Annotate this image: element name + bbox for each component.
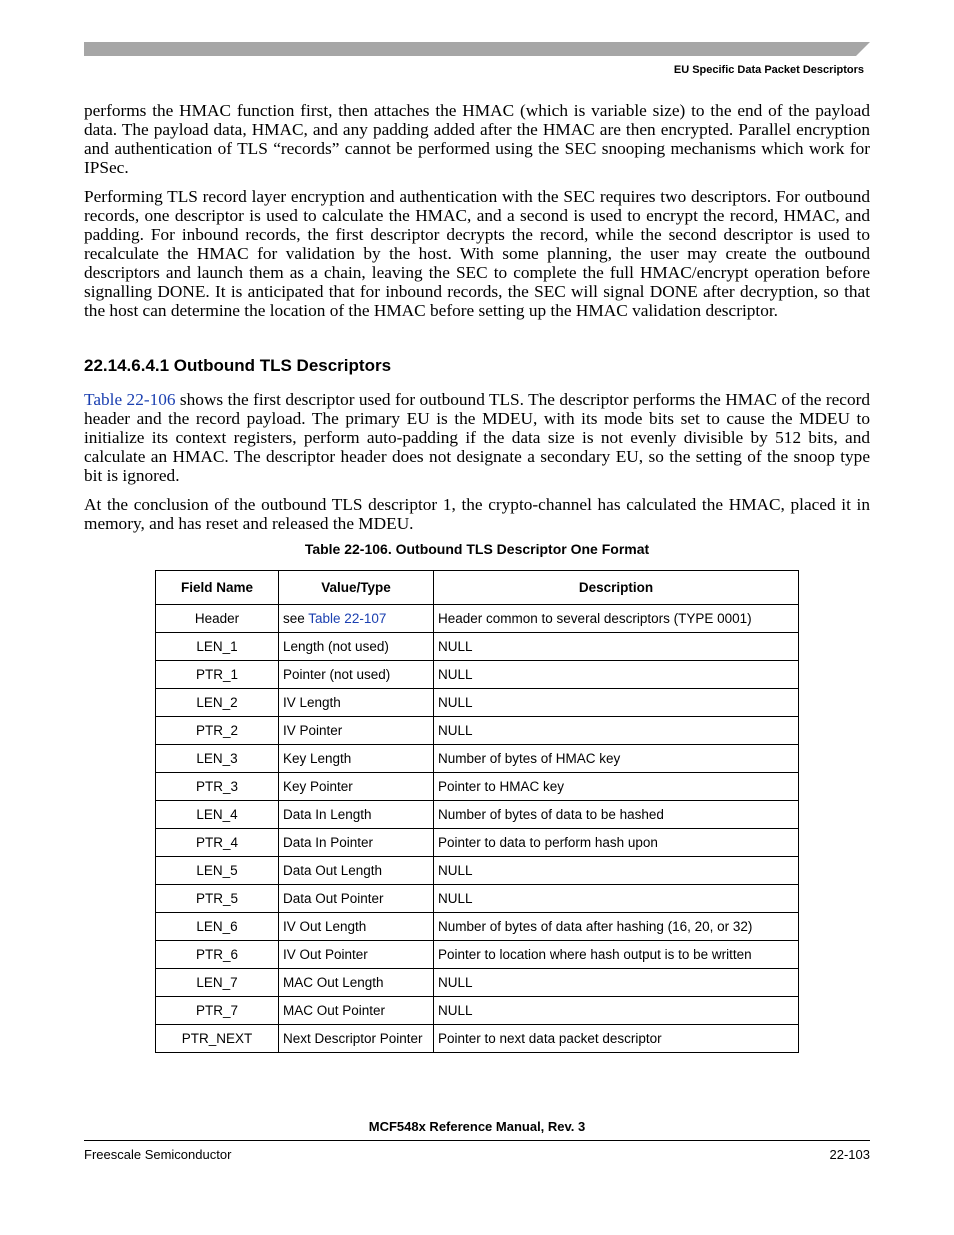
cell-description: Pointer to HMAC key — [434, 773, 799, 801]
footer-page-number: 22-103 — [829, 1147, 870, 1162]
table-caption: Table 22-106. Outbound TLS Descriptor One Format — [304, 541, 650, 557]
table-22-106-link[interactable]: Table 22-106 — [84, 390, 176, 409]
table-row — [156, 857, 799, 885]
cell-description: NULL — [434, 857, 799, 885]
table-row — [156, 1025, 799, 1053]
paragraph-hmac-intro: performs the HMAC function first, then attaches the HMAC (which is variable size) to the end of the payload data. The payload data, HMAC, and any padding added after the HMAC are then encrypted. Parallel encryption and authentication of TLS “records” cannot be performed using the SEC snooping mechanisms which work for IPSec. — [84, 101, 870, 177]
cell-value: IV Out Length — [279, 913, 434, 941]
cell-field: LEN_1 — [156, 633, 279, 661]
table-row — [156, 633, 799, 661]
table-row-header — [156, 605, 799, 633]
cell-field: PTR_NEXT — [156, 1025, 279, 1053]
table-row — [156, 941, 799, 969]
cell-description: NULL — [434, 969, 799, 997]
table-row — [156, 969, 799, 997]
table-row — [156, 745, 799, 773]
descriptor-table — [155, 570, 799, 1053]
cell-field: PTR_1 — [156, 661, 279, 689]
cell-value: Pointer (not used) — [279, 661, 434, 689]
cell-value — [279, 605, 434, 633]
cell-description: Number of bytes of data after hashing (16, 20, or 32) — [434, 913, 799, 941]
cell-value-prefix: see — [283, 611, 309, 626]
table-row — [156, 717, 799, 745]
cell-field: LEN_2 — [156, 689, 279, 717]
footer-manual-title: MCF548x Reference Manual, Rev. 3 — [368, 1119, 586, 1134]
cell-description: Pointer to location where hash output is to be written — [434, 941, 799, 969]
cell-description: NULL — [434, 717, 799, 745]
table-row — [156, 773, 799, 801]
cell-value: Data Out Pointer — [279, 885, 434, 913]
cell-value: IV Pointer — [279, 717, 434, 745]
table-row — [156, 689, 799, 717]
table-row — [156, 913, 799, 941]
cell-field: PTR_7 — [156, 997, 279, 1025]
footer-rule — [84, 1140, 870, 1141]
paragraph-conclusion: At the conclusion of the outbound TLS descriptor 1, the crypto-channel has calculated the HMAC, placed it in memory, and has reset and released the MDEU. — [84, 495, 870, 533]
cell-field: PTR_4 — [156, 829, 279, 857]
cell-description: NULL — [434, 997, 799, 1025]
footer-company: Freescale Semiconductor — [84, 1147, 232, 1162]
cell-value: Length (not used) — [279, 633, 434, 661]
cell-description: Pointer to data to perform hash upon — [434, 829, 799, 857]
cell-value: Data In Pointer — [279, 829, 434, 857]
cell-value: Data In Length — [279, 801, 434, 829]
cell-value: IV Out Pointer — [279, 941, 434, 969]
header-bar — [84, 42, 870, 56]
paragraph-outbound-descriptor — [84, 390, 870, 485]
cell-value: MAC Out Pointer — [279, 997, 434, 1025]
cell-field: Header — [156, 605, 279, 633]
cell-description: Header common to several descriptors (TYPE 0001) — [434, 605, 799, 633]
cell-description: Pointer to next data packet descriptor — [434, 1025, 799, 1053]
table-row — [156, 801, 799, 829]
cell-field: LEN_4 — [156, 801, 279, 829]
cell-field: LEN_5 — [156, 857, 279, 885]
cell-description: NULL — [434, 689, 799, 717]
cell-value: Key Pointer — [279, 773, 434, 801]
running-head: EU Specific Data Packet Descriptors — [673, 64, 864, 76]
table-row — [156, 829, 799, 857]
cell-description: NULL — [434, 661, 799, 689]
table-row — [156, 661, 799, 689]
cell-value: MAC Out Length — [279, 969, 434, 997]
cell-description: NULL — [434, 633, 799, 661]
cell-field: PTR_3 — [156, 773, 279, 801]
cell-field: LEN_6 — [156, 913, 279, 941]
table-row — [156, 885, 799, 913]
cell-field: PTR_5 — [156, 885, 279, 913]
cell-field: PTR_6 — [156, 941, 279, 969]
cell-description: Number of bytes of data to be hashed — [434, 801, 799, 829]
cell-value: Data Out Length — [279, 857, 434, 885]
cell-field: LEN_3 — [156, 745, 279, 773]
paragraph-outbound-descriptor-text: shows the first descriptor used for outbound TLS. The descriptor performs the HMAC of the record header and the record payload. The primary EU is the MDEU, with its mode bits set to cause the MDEU to initialize its context registers, perform auto-padding if the data size is not evenly divisible by 512 bits, and calculate an HMAC. The descriptor header does not designate a secondary EU, so the setting of the snoop type bit is ignored. — [84, 390, 870, 485]
cell-description: NULL — [434, 885, 799, 913]
cell-value: Next Descriptor Pointer — [279, 1025, 434, 1053]
cell-field: LEN_7 — [156, 969, 279, 997]
column-header-description: Description — [434, 571, 799, 605]
paragraph-tls-descriptors: Performing TLS record layer encryption and authentication with the SEC requires two descriptors. For outbound records, one descriptor is used to calculate the HMAC, and a second is used to encrypt the record, HMAC, and padding. For inbound records, the first descriptor decrypts the record, while the second descriptor is used to recalculate the HMAC for validation by the host. With some planning, the user may create the outbound descriptors and launch them as a chain, leaving the SEC to complete the full HMAC/encrypt operation before signalling DONE. It is anticipated that for inbound records, the SEC will signal DONE after decryption, so that the host can determine the location of the HMAC before setting up the HMAC validation descriptor. — [84, 187, 870, 320]
cell-description: Number of bytes of HMAC key — [434, 745, 799, 773]
column-header-field-name: Field Name — [156, 571, 279, 605]
cell-value: IV Length — [279, 689, 434, 717]
column-header-value-type: Value/Type — [279, 571, 434, 605]
table-22-107-link[interactable]: Table 22-107 — [308, 611, 387, 626]
table-header-row — [156, 571, 799, 605]
table-row — [156, 997, 799, 1025]
cell-field: PTR_2 — [156, 717, 279, 745]
section-heading: 22.14.6.4.1 Outbound TLS Descriptors — [84, 356, 392, 375]
cell-value: Key Length — [279, 745, 434, 773]
